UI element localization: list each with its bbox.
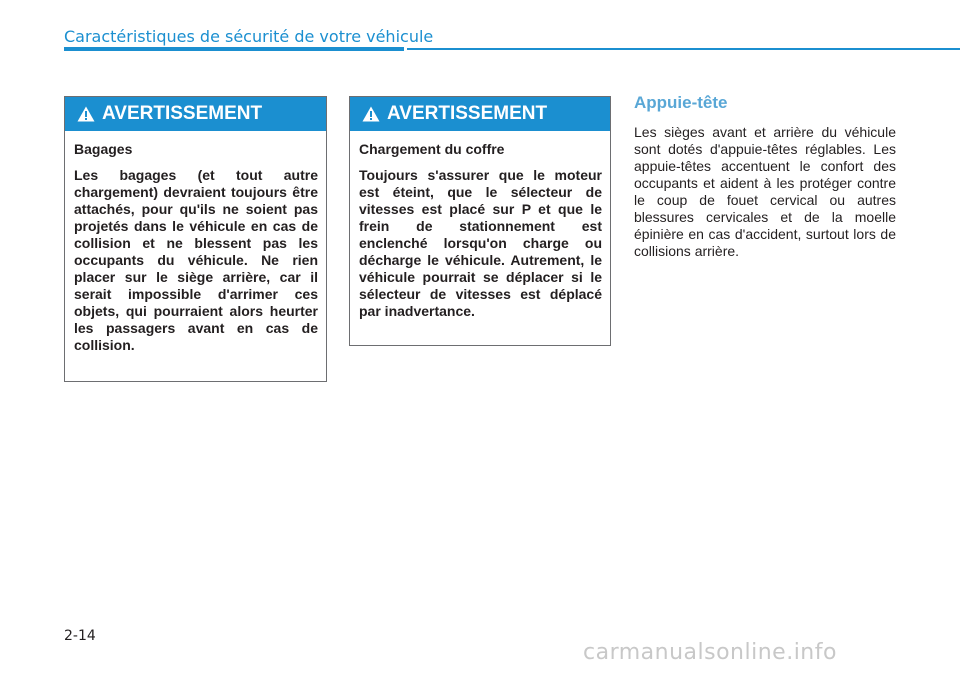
warning-triangle-icon [362, 106, 380, 122]
watermark: carmanualsonline.info [583, 640, 837, 665]
page-number: 2-14 [64, 628, 96, 644]
warning-heading: AVERTISSEMENT [102, 103, 263, 124]
warning-body [350, 131, 610, 330]
section-headrest [634, 93, 896, 260]
warning-header [350, 97, 610, 131]
section-title: Appuie-tête [634, 93, 728, 112]
warning-body [65, 131, 326, 364]
warning-header [65, 97, 326, 131]
warning-subtitle: Bagages [74, 141, 133, 157]
warning-box-trunk-loading [349, 96, 611, 346]
warning-text: Les bagages (et tout autre chargement) devraient toujours être attachés, pour qu'ils ne soient pas projetés dans le véhicule en cas de collision et ne blessent pas les occupants du véhicule. Ne rien placer sur le siège arrière, car il serait impossible d'arrimer ces objets, qui pourraient alors heurter les passagers avant en cas de collision. [74, 167, 318, 353]
warning-heading: AVERTISSEMENT [387, 103, 548, 124]
warning-triangle-icon [77, 106, 95, 122]
section-body: Les sièges avant et arrière du véhicule sont dotés d'appuie-têtes réglables. Les appuie-têtes accentuent le confort des occupants et aident à les protéger contre le coup de fouet cervical ou autres blessures cervicales et de la moelle épinière en cas d'accident, surtout lors de collisions arrière. [634, 124, 896, 259]
warning-text: Toujours s'assurer que le moteur est éteint, que le sélecteur de vitesses est placé sur P et que le frein de stationnement est enclenché lorsqu'on charge ou décharge le véhicule. Autrement, le véhicule pourrait se déplacer si le sélecteur de vitesses est déplacé par inadvertance. [359, 167, 602, 319]
header-rule-thick [64, 47, 404, 51]
chapter-title: Caractéristiques de sécurité de votre véhicule [64, 27, 434, 46]
warning-subtitle: Chargement du coffre [359, 141, 505, 157]
header-rule-thin [407, 48, 960, 50]
warning-box-luggage [64, 96, 327, 382]
